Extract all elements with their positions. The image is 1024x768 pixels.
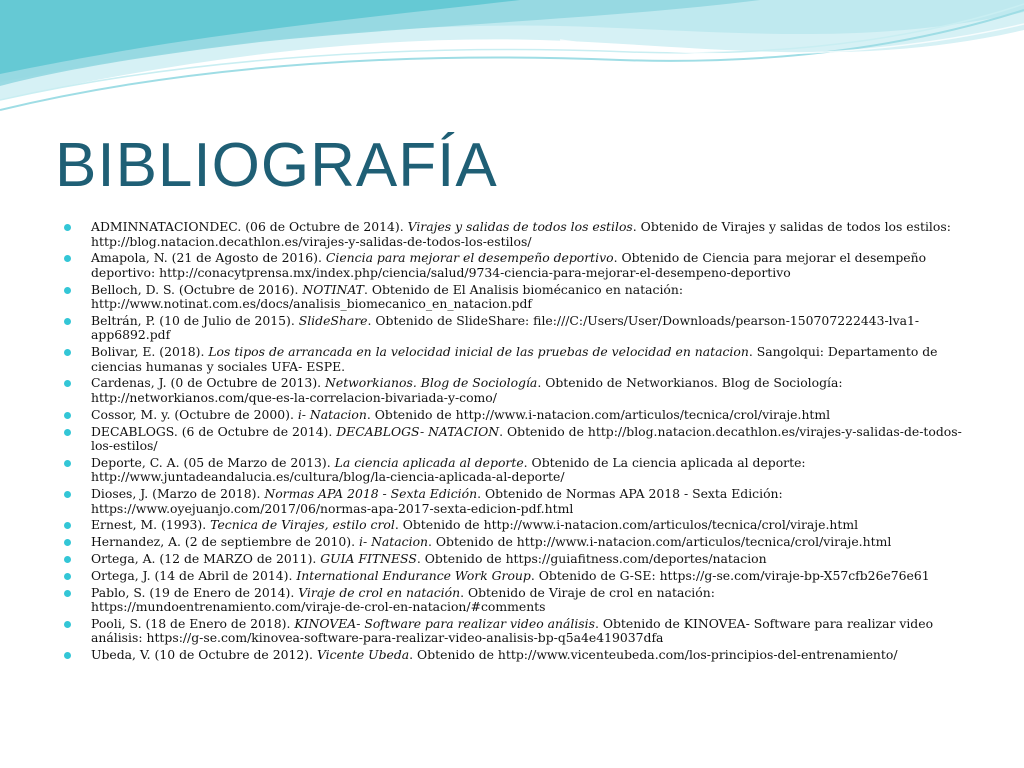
reference-title: SlideShare (298, 312, 368, 328)
reference-author-date: Ubeda, V. (10 de Octubre de 2012). (91, 647, 317, 663)
bullet-icon (64, 460, 71, 467)
reference-source: . Sangolqui: Departamento de ciencias humanas y sociales UFA- ESPE. (91, 344, 938, 374)
bullet-icon (64, 224, 71, 231)
reference-source: . Obtenido de SlideShare: file:///C:/Users/User/Downloads/pearson-150707222443-lva1-app6892.pdf (91, 312, 920, 343)
reference-item (64, 518, 969, 533)
reference-item (64, 535, 969, 550)
bibliography-list (64, 220, 969, 665)
bullet-icon (64, 349, 71, 356)
reference-author-date: Deporte, C. A. (05 de Marzo de 2013). (91, 454, 335, 470)
reference-title: Tecnica de Virajes, estilo crol (210, 517, 395, 533)
reference-item (64, 569, 969, 584)
reference-source: . Obtenido de KINOVEA- Software para realizar video análisis: https://g-se.com/kinovea-software-para-realizar-video-analisis-bp-q5a4e419037dfa (91, 615, 934, 646)
reference-author-date: DECABLOGS. (6 de Octubre de 2014). (91, 423, 337, 439)
header-wave-decoration (0, 0, 1024, 130)
reference-author-date: Ortega, A. (12 de MARZO de 2011). (91, 551, 321, 567)
bullet-icon (64, 255, 71, 262)
bullet-icon (64, 318, 71, 325)
reference-author-date: Hernandez, A. (2 de septiembre de 2010). (91, 534, 359, 550)
reference-title: Los tipos de arrancada en la velocidad inicial de las pruebas de velocidad en natacion (208, 344, 749, 360)
reference-title: Viraje de crol en natación (298, 584, 461, 600)
reference-author-date: Pooli, S. (18 de Enero de 2018). (91, 615, 295, 631)
reference-item (64, 456, 969, 485)
bullet-icon (64, 287, 71, 294)
bullet-icon (64, 522, 71, 529)
reference-item (64, 251, 969, 280)
reference-author-date: Belloch, D. S. (Octubre de 2016). (91, 281, 303, 297)
reference-title: Vicente Ubeda (316, 647, 410, 663)
reference-title: i- Natacion (358, 534, 429, 550)
reference-author-date: Ortega, J. (14 de Abril de 2014). (91, 567, 297, 583)
reference-source: . Obtenido de Virajes y salidas de todos los estilos: http://blog.natacion.decathlon.es/virajes-y-salidas-de-todos-los-estilos/ (91, 219, 951, 249)
bullet-icon (64, 412, 71, 419)
reference-author-date: Cossor, M. y. (Octubre de 2000). (91, 406, 298, 422)
reference-item (64, 425, 969, 454)
reference-title: GUIA FITNESS (320, 551, 417, 567)
reference-source: . Obtenido de El Analisis biomécanico en natación: http://www.notinat.com.es/docs/analisis_biomecanico_en_natacion.pdf (91, 281, 684, 312)
bullet-icon (64, 429, 71, 436)
reference-source: . Obtenido de La ciencia aplicada al deporte: http://www.juntadeandalucia.es/cultura/blog/la-ciencia-aplicada-al-deporte/ (91, 454, 806, 485)
reference-source: . Obtenido de G-SE: https://g-se.com/viraje-bp-X57cfb26e76e61 (530, 567, 930, 583)
bullet-icon (64, 652, 71, 659)
bullet-icon (64, 539, 71, 546)
reference-title: DECABLOGS- NATACION (336, 423, 500, 439)
slide-title: BIBLIOGRAFÍA (55, 131, 498, 200)
reference-item (64, 586, 969, 615)
reference-item (64, 376, 969, 405)
reference-author-date: Ernest, M. (1993). (91, 517, 211, 533)
reference-item (64, 314, 969, 343)
reference-title: Normas APA 2018 - Sexta Edición (264, 486, 478, 502)
reference-item (64, 648, 969, 663)
reference-title: KINOVEA- Software para realizar video análisis (294, 615, 595, 631)
reference-source: . Obtenido de http://blog.natacion.decathlon.es/virajes-y-salidas-de-todos-los-estilos/ (91, 423, 962, 454)
bullet-icon (64, 556, 71, 563)
reference-title: International Endurance Work Group (296, 567, 531, 583)
reference-source: . Obtenido de http://www.vicenteubeda.com/los-principios-del-entrenamiento/ (409, 647, 898, 663)
reference-item (64, 552, 969, 567)
reference-author-date: Beltrán, P. (10 de Julio de 2015). (91, 312, 299, 328)
bullet-icon (64, 491, 71, 498)
reference-item (64, 283, 969, 312)
reference-source: . Obtenido de Viraje de crol en natación: https://mundoentrenamiento.com/viraje-de-crol-en-natacion/#comments (91, 584, 715, 615)
reference-author-date: Pablo, S. (19 de Enero de 2014). (91, 584, 299, 600)
reference-source: . Obtenido de http://www.i-natacion.com/articulos/tecnica/crol/viraje.html (394, 517, 859, 533)
reference-title: Networkianos. Blog de Sociología (325, 375, 538, 391)
reference-title: Ciencia para mejorar el desempeño deportivo (325, 250, 614, 266)
reference-title: Virajes y salidas de todos los estilos (407, 219, 633, 234)
reference-title: NOTINAT (302, 281, 364, 297)
reference-source: . Obtenido de http://www.i-natacion.com/articulos/tecnica/crol/viraje.html (428, 534, 892, 550)
bullet-icon (64, 590, 71, 597)
reference-item (64, 408, 969, 423)
reference-item (64, 345, 969, 374)
reference-author-date: Cardenas, J. (0 de Octubre de 2013). (91, 375, 326, 391)
reference-source: . Obtenido de Ciencia para mejorar el desempeño deportivo: http://conacytprensa.mx/index.php/ciencia/salud/9734-ciencia-para-mejorar-el-desempeno-deportivo (91, 250, 927, 280)
reference-source: . Obtenido de http://www.i-natacion.com/articulos/tecnica/crol/viraje.html (366, 406, 831, 422)
reference-author-date: ADMINNATACIONDEC. (06 de Octubre de 2014). (91, 219, 408, 234)
reference-source: . Obtenido de Normas APA 2018 - Sexta Edición: https://www.oyejuanjo.com/2017/06/normas-apa-2017-sexta-edicion-pdf.html (91, 486, 783, 516)
bullet-icon (64, 380, 71, 387)
reference-item (64, 487, 969, 516)
reference-source: . Obtenido de https://guiafitness.com/deportes/natacion (416, 551, 767, 567)
reference-source: . Obtenido de Networkianos. Blog de Sociología: http://networkianos.com/que-es-la-correlacion-bivariada-y-como/ (91, 375, 843, 405)
reference-author-date: Dioses, J. (Marzo de 2018). (91, 486, 265, 502)
bullet-icon (64, 573, 71, 580)
reference-title: La ciencia aplicada al deporte (334, 454, 524, 470)
reference-item (64, 617, 969, 646)
reference-author-date: Amapola, N. (21 de Agosto de 2016). (91, 250, 326, 266)
bullet-icon (64, 621, 71, 628)
reference-title: i- Natacion (297, 406, 367, 422)
reference-author-date: Bolivar, E. (2018). (91, 344, 209, 360)
reference-item (64, 220, 969, 249)
